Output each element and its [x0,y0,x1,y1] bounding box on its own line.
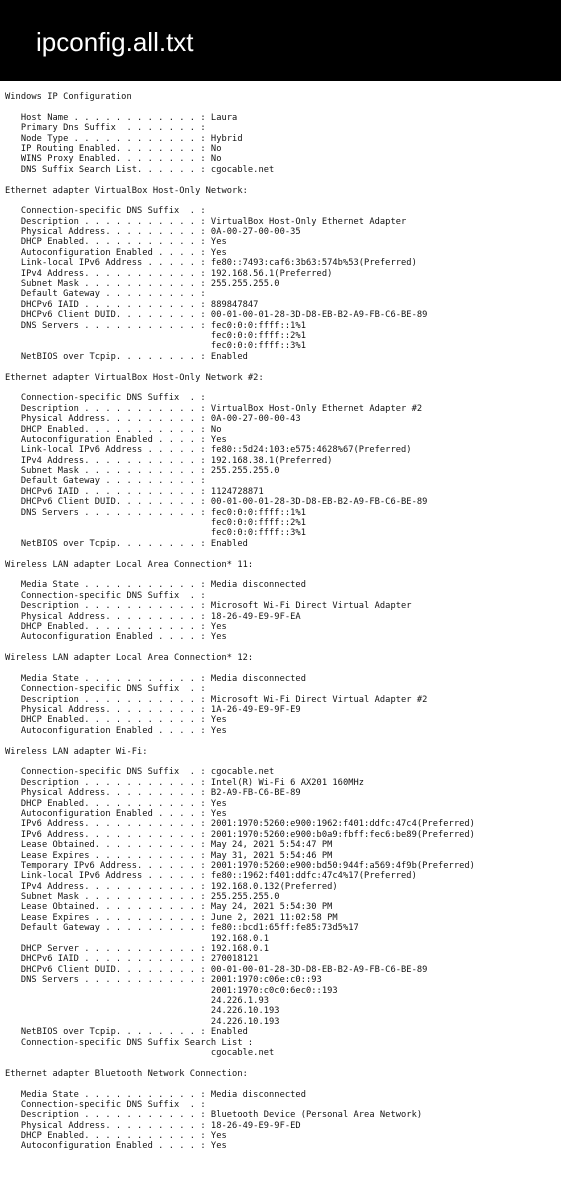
text-line: Subnet Mask . . . . . . . . . . . : 255.255.255.0 [5,279,280,290]
text-line: Autoconfiguration Enabled . . . . : Yes [5,632,227,643]
text-line: Description . . . . . . . . . . . : VirtualBox Host-Only Ethernet Adapter [5,216,407,227]
text-line: Physical Address. . . . . . . . . : 18-26-49-E9-9F-ED [5,1120,301,1131]
text-line [5,643,557,653]
text-line: Physical Address. . . . . . . . . : 0A-00-27-00-00-35 [5,227,301,238]
text-line: Connection-specific DNS Suffix . : [5,206,206,217]
text-line: Link-local IPv6 Address . . . . . : fe80::1962:f401:ddfc:47c4%17(Preferred) [5,871,417,882]
text-line: Wireless LAN adapter Local Area Connection* 11: [5,559,254,570]
text-line: Ethernet adapter Bluetooth Network Connection: [5,1068,248,1079]
text-line [5,1079,557,1089]
text-line: Connection-specific DNS Suffix Search List : [5,1037,254,1048]
text-line: Subnet Mask . . . . . . . . . . . : 255.255.255.0 [5,466,280,477]
text-line: NetBIOS over Tcpip. . . . . . . . : Enabled [5,538,248,549]
text-line: DHCPv6 IAID . . . . . . . . . . . : 1124728871 [5,486,264,497]
text-line: 24.226.1.93 [5,995,270,1006]
text-line: DHCP Enabled. . . . . . . . . . . : Yes [5,237,227,248]
text-line: NetBIOS over Tcpip. . . . . . . . : Enabled [5,351,248,362]
text-line [5,570,557,580]
text-line: Wireless LAN adapter Wi-Fi: [5,746,148,757]
text-line: NetBIOS over Tcpip. . . . . . . . : Enabled [5,1027,248,1038]
document-text[interactable] [5,92,557,1152]
text-line [5,102,557,112]
text-line [5,383,557,393]
text-line: Temporary IPv6 Address. . . . . . : 2001:1970:5260:e900:bd50:944f:a569:4f9b(Preferred) [5,860,475,871]
text-line: 24.226.10.193 [5,1016,280,1027]
text-line: 2001:1970:c0c0:6ec0::193 [5,985,338,996]
text-line: Default Gateway . . . . . . . . . : [5,289,206,300]
text-line [5,736,557,746]
file-title: ipconfig.all.txt [36,27,194,57]
text-line: Physical Address. . . . . . . . . : 1A-26-49-E9-9F-E9 [5,705,301,716]
text-line: Connection-specific DNS Suffix . : [5,590,206,601]
text-line: Connection-specific DNS Suffix . : [5,393,206,404]
text-line: Node Type . . . . . . . . . . . . : Hybrid [5,133,243,144]
text-line [5,175,557,185]
text-line: Physical Address. . . . . . . . . : 18-26-49-E9-9F-EA [5,611,301,622]
text-line: IPv6 Address. . . . . . . . . . . : 2001:1970:5260:e900:1962:f401:ddfc:47c4(Preferred) [5,819,475,830]
text-line: Default Gateway . . . . . . . . . : [5,476,206,487]
text-line: IP Routing Enabled. . . . . . . . : No [5,143,222,154]
text-line: DNS Servers . . . . . . . . . . . : fec0:0:0:ffff::1%1 [5,507,306,518]
text-line: Ethernet adapter VirtualBox Host-Only Network: [5,185,248,196]
text-line: Link-local IPv6 Address . . . . . : fe80::7493:caf6:3b63:574b%53(Preferred) [5,258,417,269]
text-line: Lease Obtained. . . . . . . . . . : May 24, 2021 5:54:30 PM [5,902,333,913]
title-bar [0,0,561,81]
text-line: Default Gateway . . . . . . . . . : fe80::bcd1:65ff:fe85:73d5%17 [5,923,359,934]
text-line [5,757,557,767]
text-line [5,663,557,673]
text-line: Host Name . . . . . . . . . . . . : Laura [5,112,238,123]
text-line: Subnet Mask . . . . . . . . . . . : 255.255.255.0 [5,892,280,903]
text-line: DHCPv6 Client DUID. . . . . . . . : 00-01-00-01-28-3D-D8-EB-B2-A9-FB-C6-BE-89 [5,964,428,975]
text-line [5,196,557,206]
text-line: Description . . . . . . . . . . . : Microsoft Wi-Fi Direct Virtual Adapter #2 [5,694,428,705]
text-line: fec0:0:0:ffff::2%1 [5,518,306,529]
text-line: 192.168.0.1 [5,933,270,944]
text-line: Connection-specific DNS Suffix . : [5,684,206,695]
text-line: Description . . . . . . . . . . . : Bluetooth Device (Personal Area Network) [5,1110,423,1121]
text-line: Ethernet adapter VirtualBox Host-Only Network #2: [5,372,264,383]
text-line: Autoconfiguration Enabled . . . . : Yes [5,808,227,819]
text-line: cgocable.net [5,1047,275,1058]
text-line: Primary Dns Suffix . . . . . . . : [5,123,206,134]
text-line: Media State . . . . . . . . . . . : Media disconnected [5,580,306,591]
text-line: fec0:0:0:ffff::3%1 [5,341,306,352]
text-line: Autoconfiguration Enabled . . . . : Yes [5,434,227,445]
text-line: Description . . . . . . . . . . . : Intel(R) Wi-Fi 6 AX201 160MHz [5,777,365,788]
text-line [5,1058,557,1068]
text-line: IPv4 Address. . . . . . . . . . . : 192.168.0.132(Preferred) [5,881,338,892]
text-line: DHCP Enabled. . . . . . . . . . . : No [5,424,222,435]
text-line [5,362,557,372]
text-line: DHCPv6 Client DUID. . . . . . . . : 00-01-00-01-28-3D-D8-EB-B2-A9-FB-C6-BE-89 [5,310,428,321]
text-line: DHCP Enabled. . . . . . . . . . . : Yes [5,621,227,632]
text-line: DHCP Enabled. . . . . . . . . . . : Yes [5,798,227,809]
text-line: WINS Proxy Enabled. . . . . . . . : No [5,154,222,165]
text-line: Wireless LAN adapter Local Area Connection* 12: [5,653,254,664]
text-line: Media State . . . . . . . . . . . : Media disconnected [5,673,306,684]
text-line: Autoconfiguration Enabled . . . . : Yes [5,247,227,258]
text-line: Link-local IPv6 Address . . . . . : fe80::5d24:103:e575:4628%67(Preferred) [5,445,412,456]
text-line: 24.226.10.193 [5,1006,280,1017]
text-line: DHCPv6 Client DUID. . . . . . . . : 00-01-00-01-28-3D-D8-EB-B2-A9-FB-C6-BE-89 [5,497,428,508]
text-line: Windows IP Configuration [5,92,132,102]
text-line: Connection-specific DNS Suffix . : [5,1099,206,1110]
text-line: Connection-specific DNS Suffix . : cgocable.net [5,767,275,778]
text-line: DHCPv6 IAID . . . . . . . . . . . : 270018121 [5,954,259,965]
text-line: DHCP Enabled. . . . . . . . . . . : Yes [5,715,227,726]
text-line: Lease Obtained. . . . . . . . . . : May 24, 2021 5:54:47 PM [5,840,333,851]
text-line: DNS Servers . . . . . . . . . . . : fec0:0:0:ffff::1%1 [5,320,306,331]
text-line: DHCPv6 IAID . . . . . . . . . . . : 889847847 [5,299,259,310]
text-line: Physical Address. . . . . . . . . : B2-A9-FB-C6-BE-89 [5,788,301,799]
text-line: Autoconfiguration Enabled . . . . : Yes [5,725,227,736]
text-line: IPv4 Address. . . . . . . . . . . : 192.168.56.1(Preferred) [5,268,333,279]
text-line: Description . . . . . . . . . . . : Microsoft Wi-Fi Direct Virtual Adapter [5,601,412,612]
text-line [5,549,557,559]
text-line: fec0:0:0:ffff::3%1 [5,528,306,539]
text-line: DNS Suffix Search List. . . . . . : cgocable.net [5,164,275,175]
text-line: IPv6 Address. . . . . . . . . . . : 2001:1970:5260:e900:b0a9:fbff:fec6:be89(Preferred) [5,829,475,840]
text-line: Physical Address. . . . . . . . . : 0A-00-27-00-00-43 [5,414,301,425]
text-line: Lease Expires . . . . . . . . . . : June 2, 2021 11:02:58 PM [5,912,338,923]
text-line: IPv4 Address. . . . . . . . . . . : 192.168.38.1(Preferred) [5,455,333,466]
text-line: fec0:0:0:ffff::2%1 [5,330,306,341]
text-line: Lease Expires . . . . . . . . . . : May 31, 2021 5:54:46 PM [5,850,333,861]
text-line: DHCP Server . . . . . . . . . . . : 192.168.0.1 [5,944,270,955]
text-line: DNS Servers . . . . . . . . . . . : 2001:1970:c06e:c0::93 [5,975,322,986]
text-line: Description . . . . . . . . . . . : VirtualBox Host-Only Ethernet Adapter #2 [5,403,423,414]
text-line: Media State . . . . . . . . . . . : Media disconnected [5,1089,306,1100]
text-line: Autoconfiguration Enabled . . . . : Yes [5,1141,227,1152]
text-line: DHCP Enabled. . . . . . . . . . . : Yes [5,1131,227,1142]
